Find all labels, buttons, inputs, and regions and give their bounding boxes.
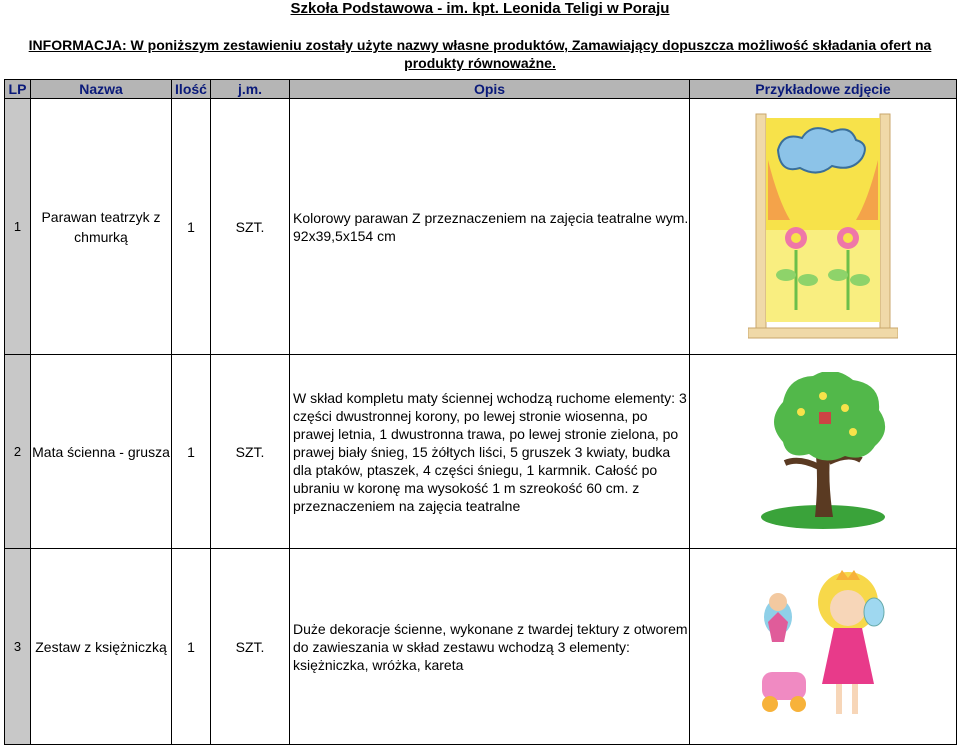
col-unit: j.m. (211, 80, 290, 99)
row-unit: SZT. (211, 549, 290, 745)
row-desc: Kolorowy parawan Z przeznaczeniem na zajęcia teatralne wym. 92x39,5x154 cm (290, 99, 690, 355)
princess-icon (748, 562, 898, 732)
row-name: Zestaw z księżniczką (31, 549, 172, 745)
pear-tree-icon (753, 372, 893, 532)
row-desc: Duże dekoracje ścienne, wykonane z twardej tektury z otworem do zawieszania w skład zestawu wchodzą 3 elementy: księżniczka, wróżka, kareta (290, 549, 690, 745)
row-qty: 1 (172, 355, 211, 549)
row-name: Parawan teatrzyk z chmurką (31, 99, 172, 355)
row-qty: 1 (172, 99, 211, 355)
col-image: Przykładowe zdjęcie (690, 80, 957, 99)
col-name: Nazwa (31, 80, 172, 99)
row-lp: 2 (5, 355, 31, 549)
pear-tree-mat-photo (690, 355, 957, 549)
row-qty: 1 (172, 549, 211, 745)
princess-set-photo (690, 549, 957, 745)
table-header-row (5, 80, 957, 99)
col-lp: LP (5, 80, 31, 99)
puppet-theatre-icon (748, 110, 898, 344)
row-lp: 3 (5, 549, 31, 745)
page-title: Szkoła Podstawowa - im. kpt. Leonida Teligi w Poraju (290, 0, 670, 17)
row-desc: W skład kompletu maty ściennej wchodzą ruchome elementy: 3 części dwustronnej korony, po lewej stronie wiosenna, po prawej letnia, 1 dwustronna trawa, po lewej stronie zielona, po prawej biały śnieg, 15 żółtych liści, 5 gruszek 3 kwiaty, budka dla ptaków, ptaszek, 4 części śniegu, 1 karmnik. Całość po ubraniu w koronę ma wysokość 1 m szreokość 60 cm. z przeznaczeniem na zajęcia teatralne (290, 355, 690, 549)
col-desc: Opis (290, 80, 690, 99)
col-qty: Ilość (172, 80, 211, 99)
row-unit: SZT. (211, 355, 290, 549)
puppet-theatre-screen-photo (690, 99, 957, 355)
table-row (5, 355, 957, 549)
product-table (4, 79, 957, 745)
row-name: Mata ścienna - grusza (31, 355, 172, 549)
row-unit: SZT. (211, 99, 290, 355)
table-row (5, 549, 957, 745)
info-note: INFORMACJA: W poniższym zestawieniu zostały użyte nazwy własne produktów, Zamawiający dopuszcza możliwość składania ofert na produkty równoważne. (28, 37, 932, 71)
table-row (5, 99, 957, 355)
row-lp: 1 (5, 99, 31, 355)
